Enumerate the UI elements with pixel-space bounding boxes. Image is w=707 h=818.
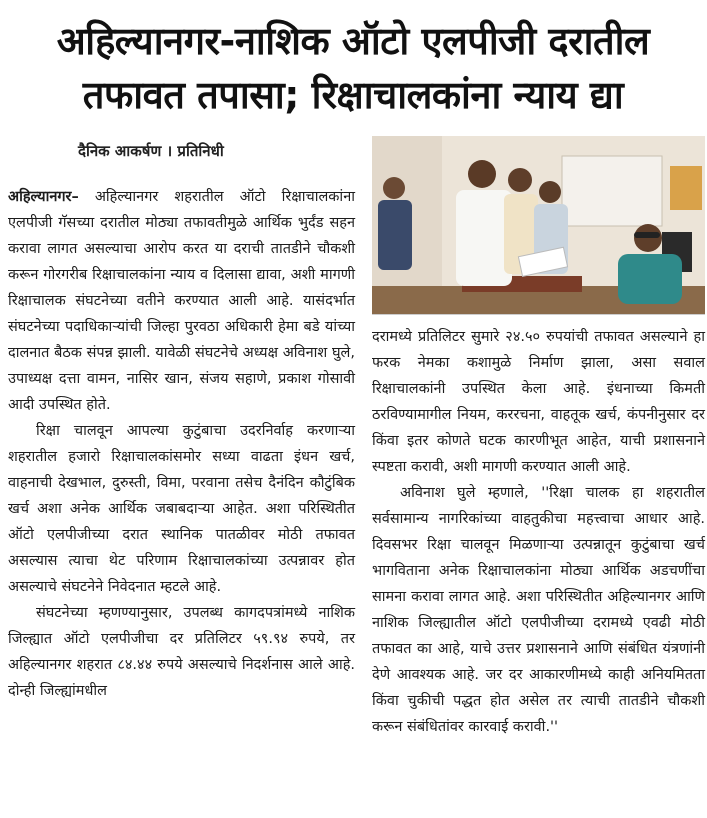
dateline: अहिल्यानगर– xyxy=(8,189,79,205)
news-photo xyxy=(372,136,705,315)
headline-line-2: तफावत तपासा; रिक्षाचालकांना न्याय द्या xyxy=(82,73,624,117)
column-1-paragraph-1 xyxy=(8,184,355,418)
column-2-paragraph-2: अविनाश घुले म्हणाले, ''रिक्षा चालक हा शहरातील सर्वसामान्य नागरिकांच्या वाहतुकीचा महत्त्वाचा आधार आहे. दिवसभर रिक्षा चालवून मिळणाऱ्या उत्पन्नातून कुटुंबाचा खर्च भागविताना अनेक रिक्षाचालकांना मोठ्या आर्थिक अडचणींचा सामना करावा लागत आहे. अशा परिस्थितीत अहिल्यानगर आणि नाशिक जिल्ह्यातील ऑटो एलपीजीच्या दरामध्ये एवढी मोठी तफावत का आहे, याचे उत्तर प्रशासनाने आणि संबंधित यंत्रणांनी देणे आवश्यक आहे. जर दर आकारणीमध्ये काही अनियमितता किंवा चुकीची पद्धत होत असेल तर त्याची तातडीने चौकशी करून संबंधितांवर कारवाई करावी.'' xyxy=(372,485,705,735)
headline-line-1: अहिल्यानगर-नाशिक ऑटो एलपीजी दरातील xyxy=(56,19,650,63)
column-2-paragraph-1: दरामध्ये प्रतिलिटर सुमारे २४.५० रुपयांची तफावत असल्याने हा फरक नेमका कशामुळे निर्माण झाला, असा सवाल रिक्षाचालकांनी उपस्थित केला आहे. इंधनाच्या किमती ठरविण्यामागील नियम, कररचना, वाहतूक खर्च, कंपनीनुसार दर किंवा इतर कोणते घटक कारणीभूत आहेत, याची प्रशासनाने स्पष्टता करावी, अशी मागणी करण्यात आली आहे. xyxy=(372,329,705,475)
column-1-paragraph-2: रिक्षा चालवून आपल्या कुटुंबाचा उदरनिर्वाह करणाऱ्या शहरातील हजारो रिक्षाचालकांसमोर सध्या वाढता इंधन खर्च, वाहनाची देखभाल, दुरुस्ती, विमा, परवाना तसेच दैनंदिन कौटुंबिक खर्च अशा अनेक आर्थिक जबाबदाऱ्या आहेत. अशा परिस्थितीत ऑटो एलपीजीच्या दरात स्थानिक पातळीवर मोठी तफावत असल्यास त्याचा थेट परिणाम रिक्षाचालकांच्या उत्पन्नावर होत असल्याचे संघटनेने निवेदनात म्हटले आहे. xyxy=(8,423,355,595)
headline xyxy=(8,14,698,122)
column-1-paragraph-1-text: अहिल्यानगर शहरातील ऑटो रिक्षाचालकांना एलपीजी गॅसच्या दरातील मोठ्या तफावतीमुळे आर्थिक भुर्दंड सहन करावा लागत असल्याचा आरोप करत या दराची तातडीने चौकशी करून गोरगरीब रिक्षाचालकांना न्याय व दिलासा द्यावा, अशी मागणी रिक्षाचालक संघटनेच्या वतीने करण्यात आली आहे. यासंदर्भात संघटनेच्या पदाधिकाऱ्यांची जिल्हा पुरवठा अधिकारी हेमा बडे यांच्या दालनात बैठक संपन्न झाली. यावेळी संघटनेचे अध्यक्ष अविनाश घुले, उपाध्यक्ष दत्ता वामन, नासिर खान, संजय सहाणे, प्रकाश गोसावी आदी उपस्थित होते. xyxy=(8,189,355,413)
photo-illustration xyxy=(372,136,705,314)
article-column-1 xyxy=(8,184,355,704)
article-column-2 xyxy=(372,324,705,740)
column-1-paragraph-3: संघटनेच्या म्हणण्यानुसार, उपलब्ध कागदपत्रांमध्ये नाशिक जिल्ह्यात ऑटो एलपीजीचा दर प्रतिलिटर ५९.९४ रुपये, तर अहिल्यानगर शहरात ८४.४४ रुपये असल्याचे निदर्शनास आले आहे. दोन्ही जिल्ह्यांमधील xyxy=(8,605,355,699)
byline: दैनिक आकर्षण । प्रतिनिधी xyxy=(78,142,224,160)
